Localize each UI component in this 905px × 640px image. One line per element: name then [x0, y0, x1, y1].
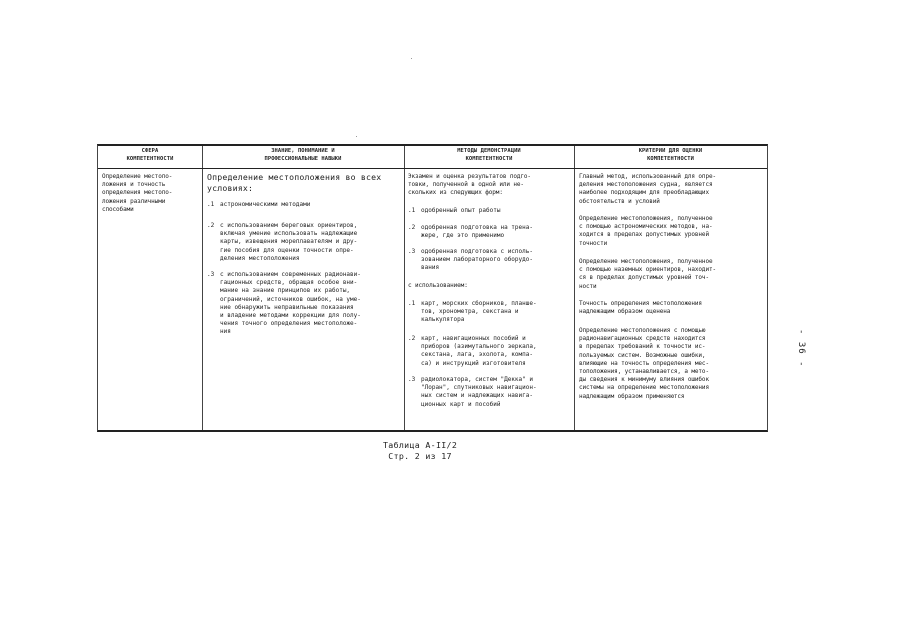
criteria-1: Главный метод, использованный для опре- деления местоположения судна, является наиболее подходящим для преобладающих обстоятельств и условий: [579, 173, 716, 205]
knowledge-heading: Определение местоположения во всех условиях:: [207, 172, 382, 193]
item-text: одобренная подготовка с исполь- зованием лабораторного оборудо- вания: [421, 248, 533, 272]
criteria-3: Определение местоположения, полученное с помощью наземных ориентиров, находит- ся в пределах допустимых уровней точ- ности: [579, 258, 716, 290]
competence-table: [97, 144, 768, 432]
item-text: астрономическими методами: [220, 201, 311, 208]
knowledge-item-2: [207, 222, 403, 266]
method-item-1: [408, 207, 572, 217]
item-text: с использованием береговых ориентиров, включая умение использовать надлежащие карты, извещения мореплавателям и дру- гие пособия для оценки точности опре- деления местоположения: [220, 222, 358, 262]
column-divider: [404, 146, 405, 430]
item-number: .2: [408, 224, 416, 231]
scan-speck: [411, 58, 412, 59]
item-text: карт, навигационных пособий и приборов (азимутального зеркала, секстана, лага, эхолота, компа- са) и инструкций изготовителя: [421, 335, 537, 367]
item-text: одобренный опыт работы: [421, 207, 501, 214]
methods-intro: Экзамен и оценка результатов подго- товки, полученной в одной или не- скольких из следующих форм:: [408, 173, 531, 197]
item-number: .1: [408, 300, 416, 307]
method-item-3: [408, 248, 572, 274]
item-number: .2: [408, 335, 416, 342]
item-number: .3: [207, 271, 215, 278]
item-number: .3: [408, 376, 416, 383]
equipment-item-1: [408, 300, 572, 326]
header-divider: [98, 168, 767, 169]
method-item-2: [408, 224, 572, 242]
scan-speck: [356, 136, 357, 137]
item-number: .1: [408, 207, 416, 214]
knowledge-item-3: [207, 271, 403, 341]
page-number: - 36 -: [796, 329, 806, 368]
caption-page: Стр. 2 из 17: [388, 450, 452, 461]
item-number: .2: [207, 222, 215, 229]
item-text: радиолокатора, систем "Декка" и "Лоран", спутниковых навигацион- ных систем и надлежащих навига- ционных карт и пособий: [421, 376, 537, 408]
header-knowledge: ЗНАНИЕ, ПОНИМАНИЕ И ПРОФЕССИОНАЛЬНЫЕ НАВЫКИ: [264, 148, 342, 162]
header-competence-area: СФЕРА КОМПЕТЕНТНОСТИ: [126, 148, 174, 162]
header-methods: МЕТОДЫ ДЕМОНСТРАЦИИ КОМПЕТЕНТНОСТИ: [457, 148, 521, 162]
competence-area-text: Определение местопо- ложения и точность определения местопо- ложения различными способами: [102, 173, 173, 213]
knowledge-item-1: [207, 201, 403, 211]
methods-subhead: с использованием:: [408, 282, 468, 289]
item-text: с использованием современных радионави- гационных средств, обращая особое вни- мание на знание принципов их работы, ограничений, источников ошибок, на уме- ние обнаружить неправильные показания и владение методами коррекции для полу- чения точного определения местоположе- ния: [220, 271, 361, 336]
item-number: .3: [408, 248, 416, 255]
column-divider: [574, 146, 575, 430]
equipment-item-2: [408, 335, 572, 369]
equipment-item-3: [408, 376, 572, 410]
column-divider: [202, 146, 203, 430]
criteria-5: Определение местоположения с помощью радионавигационных средств находится в пределах требований к точности ис- пользуемых систем. Возможные ошибки, влияющие на точность определения мес- тоположения, устанавливается, а мето- ды сведения к минимуму влияния ошибок системы на определение местоположения надлежащим образом применяются: [579, 327, 709, 400]
criteria-2: Определение местоположения, полученное с помощью астрономических методов, на- ходится в пределах допустимых уровней точности: [579, 215, 713, 247]
item-text: одобренная подготовка на трена- жере, где это применимо: [421, 224, 533, 240]
item-number: .1: [207, 201, 215, 208]
table-caption: [383, 440, 457, 461]
item-text: карт, морских сборников, планше- тов, хронометра, секстана и калькулятора: [421, 300, 537, 324]
criteria-4: Точность определения местоположения надлежащим образом оценена: [579, 300, 702, 316]
caption-table-id: Таблица А-II/2: [383, 440, 458, 450]
header-criteria: КРИТЕРИИ ДЛЯ ОЦЕНКИ КОМПЕТЕНТНОСТИ: [638, 148, 703, 162]
